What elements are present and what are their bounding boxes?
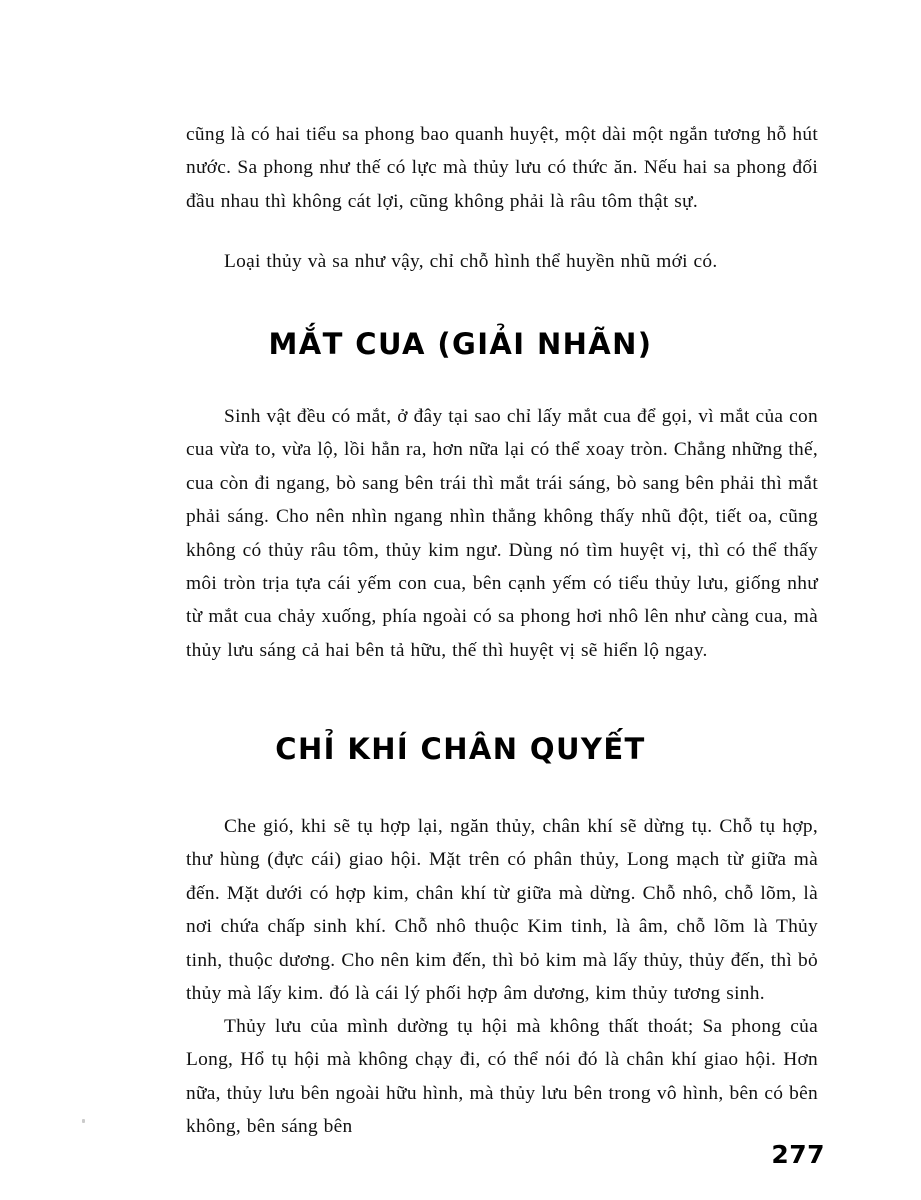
paragraph-text: Loại thủy và sa như vậy, chỉ chỗ hình thể huyền nhũ mới có. [224, 251, 718, 272]
paragraph-text: Che gió, khi sẽ tụ hợp lại, ngăn thủy, chân khí sẽ dừng tụ. Chỗ tụ hợp, thư hùng (đực cái) giao hội. Mặt trên có phân thủy, Long mạch từ giữa mà đến. Mặt dưới có hợp kim, chân khí từ giữa mà dừng. Chỗ nhô, chỗ lõm, là nơi chứa chấp sinh khí. Chỗ nhô thuộc Kim tinh, là âm, chỗ lõm là Thủy tinh, thuộc dương. Cho nên kim đến, thì bỏ kim mà lấy thủy, thủy đến, thì bỏ thủy mà lấy kim. đó là cái lý phối hợp âm dương, kim thủy tương sinh. [186, 816, 818, 1005]
scan-artifact-speck [82, 1119, 85, 1123]
paragraph-text: Sinh vật đều có mắt, ở đây tại sao chỉ lấy mắt cua để gọi, vì mắt của con cua vừa to, vừa lộ, lồi hẳn ra, hơn nữa lại có thể xoay tròn. Chẳng những thế, cua còn đi ngang, bò sang bên trái thì mắt trái sáng, bò sang bên phải thì mắt phải sáng. Cho nên nhìn ngang nhìn thẳng không thấy nhũ đột, tiết oa, cũng không có thủy râu tôm, thủy kim ngư. Dùng nó tìm huyệt vị, thì có thể thấy môi tròn trịa tựa cái yếm con cua, bên cạnh yếm có tiểu thủy lưu, giống như từ mắt cua chảy xuống, phía ngoài có sa phong hơi nhô lên như càng cua, mà thủy lưu sáng cả hai bên tả hữu, thế thì huyệt vị sẽ hiển lộ ngay. [186, 406, 818, 661]
paragraph-text: cũng là có hai tiểu sa phong bao quanh huyệt, một dài một ngắn tương hỗ hút nước. Sa phong như thế có lực mà thủy lưu có thức ăn. Nếu hai sa phong đối đầu nhau thì không cát lợi, cũng không phải là râu tôm thật sự. [186, 124, 818, 212]
paragraph-thuy-luu [186, 1010, 818, 1144]
section-heading-mat-cua: MẮT CUA (GIẢI NHÃN) [268, 327, 653, 361]
paragraph-text: Thủy lưu của mình dường tụ hội mà không thất thoát; Sa phong của Long, Hổ tụ hội mà không chạy đi, có thể nói đó là chân khí giao hội. Hơn nữa, thủy lưu bên ngoài hữu hình, mà thủy lưu bên trong vô hình, bên có bên không, bên sáng bên [186, 1016, 818, 1138]
paragraph-sinh-vat [186, 400, 818, 667]
section-heading-chi-khi-chan-quyet: CHỈ KHÍ CHÂN QUYẾT [275, 732, 646, 766]
page-number: 277 [771, 1140, 825, 1169]
paragraph-sa-phong [186, 118, 818, 218]
paragraph-loai-thuy [186, 245, 818, 278]
paragraph-che-gio [186, 810, 818, 1010]
